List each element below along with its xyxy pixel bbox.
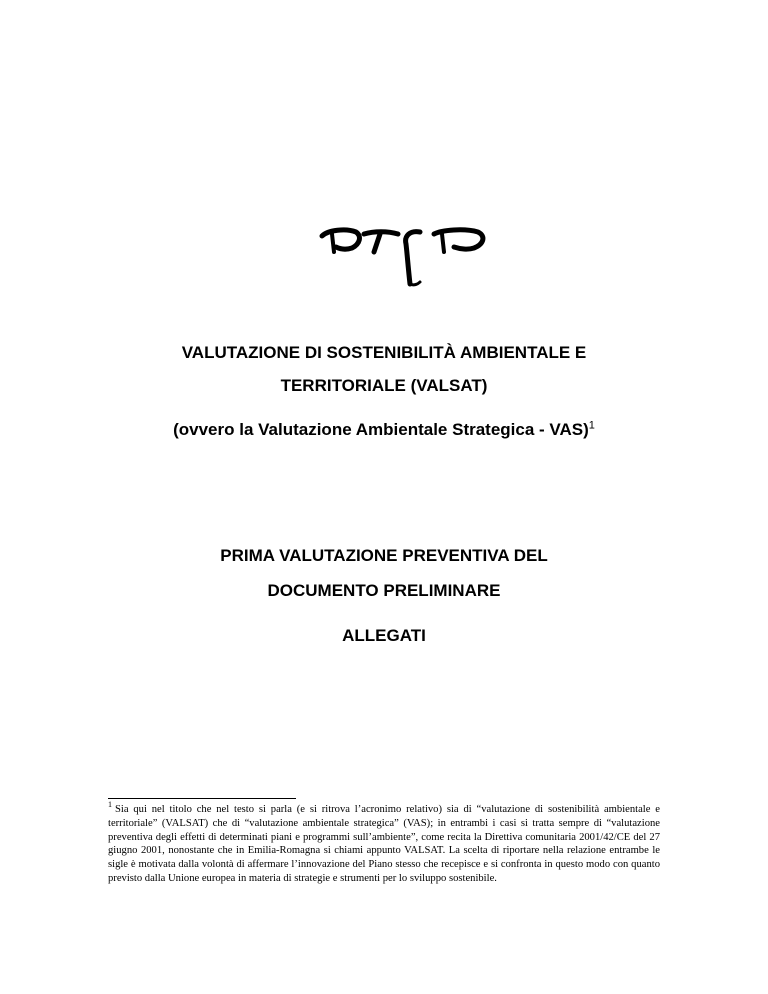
footnote-text: Sia qui nel titolo che nel testo si parla (e si ritrova l’acronimo relativo) sia di “valutazione di sostenibilità ambientale e territoriale” (VALSAT) che di “valutazione ambientale strategica” (VAS); in entrambi i casi si tratta sempre di “valutazione preventiva degli effetti di determinati piani e programmi sull’ambiente”, come recita la Direttiva comunitaria 2001/42/CE del 27 giugno 2001, nonostante che in Emilia-Romagna si chiami appunto VALSAT. La scelta di riportare nella relazione entrambe le sigle è motivata dalla volontà di affermare l’innovazione del Piano stesso che recepisce e si confronta in questo modo con quanto previsto dalla Unione europea in materia di strategie e strumenti per lo sviluppo sostenibile. xyxy=(108,804,660,884)
footnote-separator xyxy=(108,798,296,799)
footnote-reference[interactable]: 1 xyxy=(588,419,595,432)
section-title-line-1: PRIMA VALUTAZIONE PREVENTIVA DEL xyxy=(220,546,548,565)
subtitle xyxy=(0,420,768,440)
section-title-line-2: DOCUMENTO PRELIMINARE xyxy=(267,581,501,600)
subtitle-text: (ovvero la Valutazione Ambientale Strategica - VAS) xyxy=(173,420,589,439)
footnote xyxy=(108,800,660,886)
allegati-heading: ALLEGATI xyxy=(342,626,426,645)
title-line-2: TERRITORIALE (VALSAT) xyxy=(280,376,488,395)
footnote-mark: 1 xyxy=(108,800,112,810)
title-line-1: VALUTAZIONE DI SOSTENIBILITÀ AMBIENTALE E xyxy=(181,343,587,362)
ptcp-logo xyxy=(318,222,490,294)
